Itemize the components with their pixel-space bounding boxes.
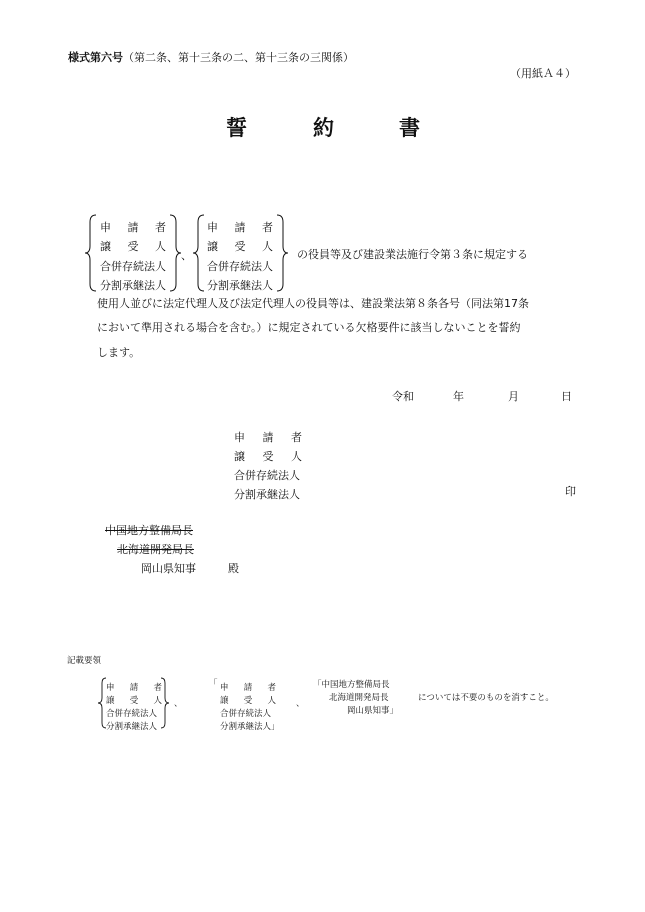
note2-transferee-char-1: 譲 — [220, 696, 229, 706]
date-month: 月 — [508, 390, 519, 403]
note-applicant-char-2: 請 — [129, 683, 139, 693]
note2-applicant-char-1: 申 — [220, 683, 229, 693]
notes-okayama: 岡山県知事」 — [347, 706, 399, 716]
form-label: 様式第六号 — [68, 51, 123, 64]
applicant-char-2: 請 — [234, 221, 246, 234]
notes-bracket-open: 「 — [209, 679, 218, 689]
notes-instruction: については不要のものを消すこと。 — [418, 693, 554, 703]
note2-applicant-char-3: 者 — [267, 683, 276, 693]
note2-applicant-char-2: 請 — [243, 683, 253, 693]
applicant-char-3: 者 — [262, 221, 273, 234]
honorific: 殿 — [228, 562, 239, 575]
applicant-char-1: 申 — [207, 221, 218, 234]
note-applicant-char-1: 申 — [106, 683, 115, 693]
date-era: 令和 — [392, 390, 414, 403]
title-char-1: 誓 — [226, 116, 247, 140]
group-separator: 、 — [181, 249, 192, 262]
sig-applicant-char-2: 請 — [262, 431, 274, 444]
applicant-char-2: 請 — [127, 221, 139, 234]
sig-applicant-char-1: 申 — [234, 431, 245, 444]
note-merger-label: 合併存続法人 — [106, 709, 158, 719]
note2-transferee-char-3: 人 — [267, 696, 276, 706]
body-line-4: します。 — [97, 346, 141, 359]
seal-mark: 印 — [565, 485, 576, 498]
note-split-label: 分割承継法人 — [106, 722, 158, 732]
transferee-char-2: 受 — [127, 240, 139, 253]
transferee-char-3: 人 — [262, 240, 273, 253]
transferee-char-3: 人 — [155, 240, 166, 253]
applicant-char-1: 申 — [100, 221, 111, 234]
notes-comma-2: 、 — [296, 699, 305, 709]
note-transferee-char-3: 人 — [153, 696, 162, 706]
date-year: 年 — [453, 390, 464, 403]
note2-transferee-char-2: 受 — [243, 696, 253, 706]
body-line-1-tail: の役員等及び建設業法施行令第３条に規定する — [297, 248, 528, 261]
addressee-hokkaido: 北海道開発局長 — [117, 543, 194, 556]
split-label: 分割承継法人 — [100, 279, 166, 292]
note2-split-label: 分割承継法人 — [220, 722, 272, 732]
merger-label: 合併存続法人 — [100, 260, 166, 273]
form-reference: （第二条、第十三条の二、第十三条の三関係） — [123, 51, 354, 64]
sig-applicant-char-3: 者 — [291, 431, 302, 444]
transferee-char-2: 受 — [234, 240, 246, 253]
notes-comma-1: 、 — [174, 699, 183, 709]
note-applicant-char-3: 者 — [153, 683, 162, 693]
title-char-3: 書 — [399, 116, 420, 140]
body-line-2: 使用人並びに法定代理人及び法定代理人の役員等は、建設業法第８条各号（同法第17条 — [97, 297, 529, 310]
left-brace-group1 — [84, 214, 98, 292]
split-label: 分割承継法人 — [207, 279, 273, 292]
body-line-3: において準用される場合を含む。）に規定されている欠格要件に該当しないことを誓約 — [97, 321, 521, 334]
sig-transferee-char-2: 受 — [262, 450, 274, 463]
right-brace-group2 — [275, 214, 289, 292]
notes-bracket-close-1: 」 — [271, 722, 280, 732]
addressee-okayama: 岡山県知事 — [141, 562, 196, 575]
sig-transferee-char-3: 人 — [291, 450, 302, 463]
sig-merger-label: 合併存続法人 — [234, 469, 300, 482]
notes-hokkaido: 北海道開発局長 — [329, 693, 389, 703]
addressee-chugoku: 中国地方整備局長 — [105, 524, 193, 537]
date-day: 日 — [561, 390, 572, 403]
applicant-char-3: 者 — [155, 221, 166, 234]
transferee-char-1: 譲 — [207, 240, 218, 253]
title-char-2: 約 — [313, 116, 334, 140]
sig-split-label: 分割承継法人 — [234, 488, 300, 501]
right-brace-group1 — [168, 214, 182, 292]
merger-label: 合併存続法人 — [207, 260, 273, 273]
note-transferee-char-2: 受 — [129, 696, 139, 706]
paper-size: （用紙Ａ４） — [510, 67, 576, 80]
transferee-char-1: 譲 — [100, 240, 111, 253]
notes-right-brace — [160, 677, 170, 729]
left-brace-group2 — [192, 214, 206, 292]
sig-transferee-char-1: 譲 — [234, 450, 245, 463]
notes-chugoku: 「中国地方整備局長 — [313, 680, 390, 690]
note2-merger-label: 合併存続法人 — [220, 709, 272, 719]
notes-heading: 記載要領 — [67, 656, 102, 666]
note-transferee-char-1: 譲 — [106, 696, 115, 706]
